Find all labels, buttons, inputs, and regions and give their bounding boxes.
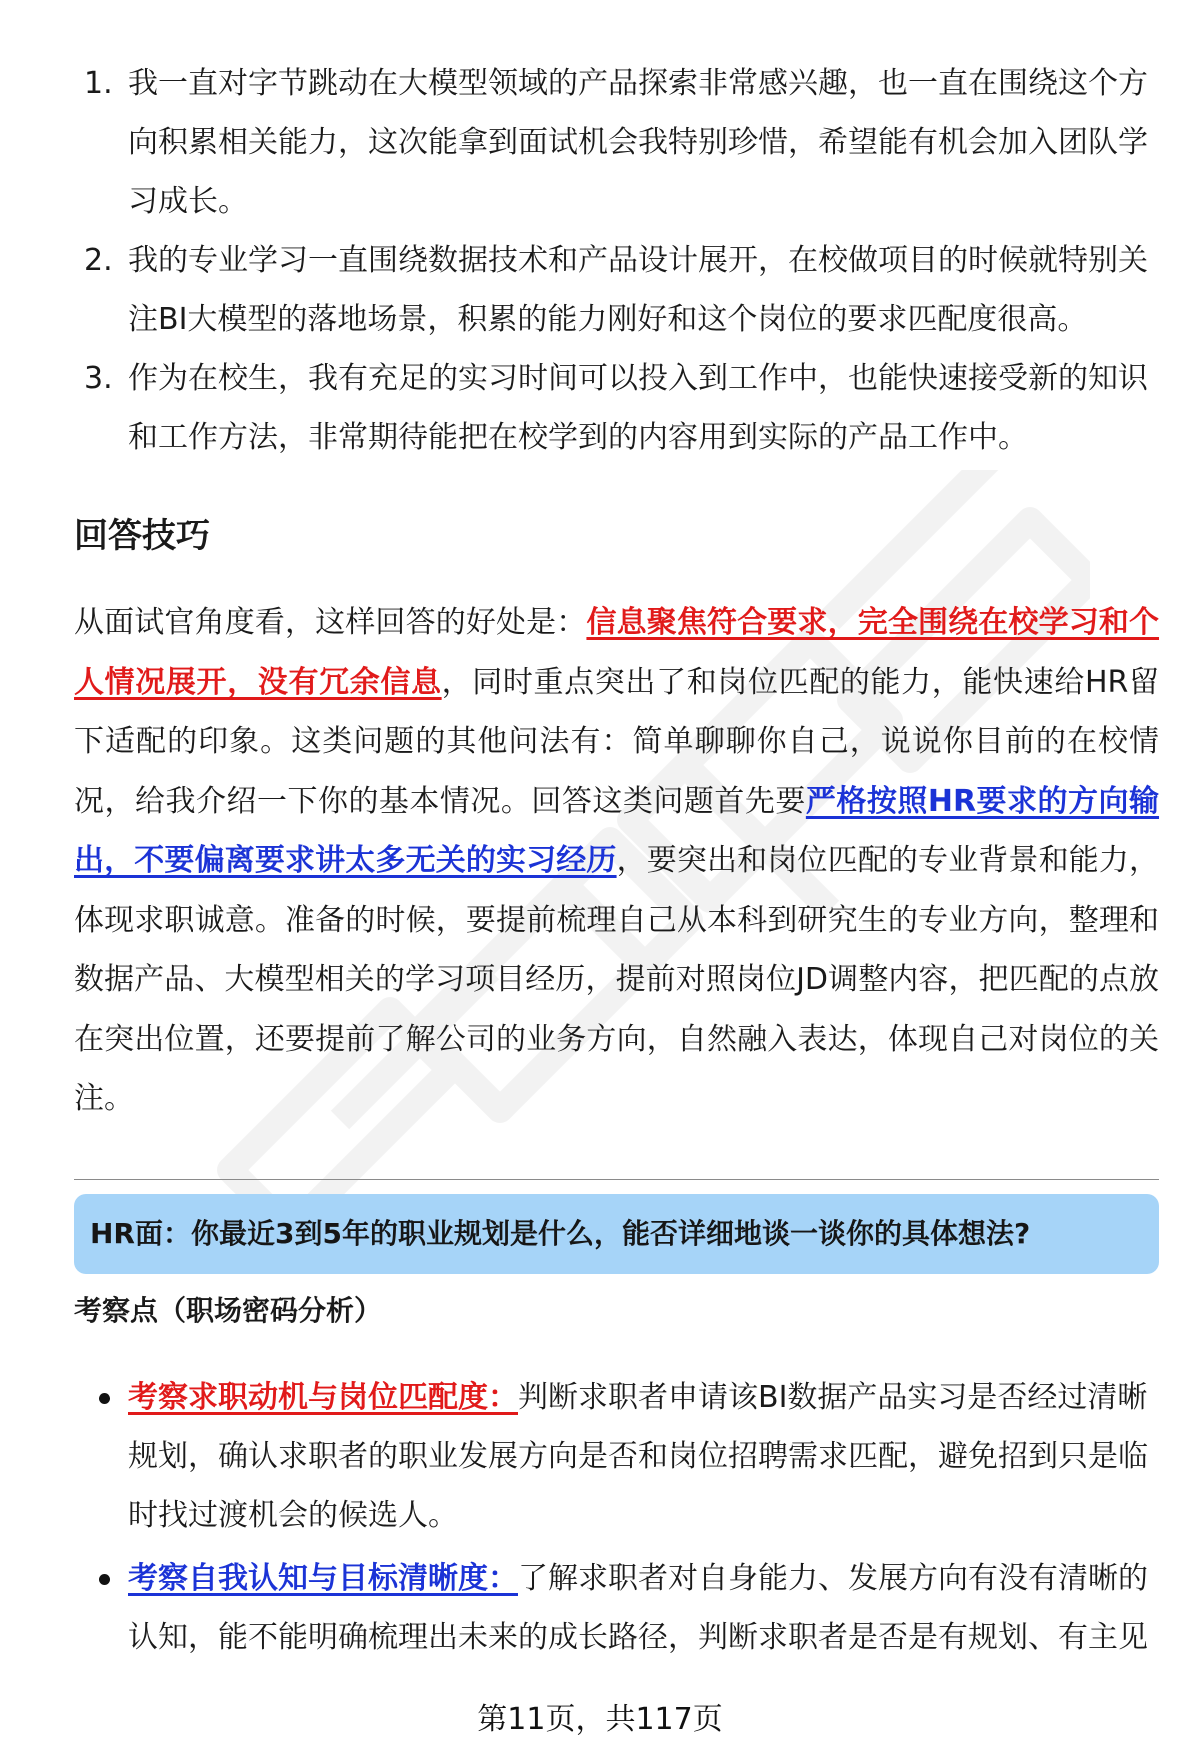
answer-list [74,54,1159,467]
tips-paragraph [74,593,1159,1129]
analysis-heading: 考察点（职场密码分析） [74,1293,383,1327]
answer-text: 作为在校生，我有充足的实习时间可以投入到工作中，也能快速接受新的知识和工作方法，非常期待能把在校学到的内容用到实际的产品工作中。 [128,361,1148,455]
answer-item-3 [74,349,1159,467]
list-number: 1. [84,66,113,101]
list-number: 3. [84,361,113,396]
bullet-icon [99,1393,110,1404]
tips-heading: 回答技巧 [74,516,210,556]
tips-text-1: 从面试官角度看，这样回答的好处是： [74,605,587,640]
analysis-points [74,1368,1159,1667]
document-page [74,54,1159,1671]
bullet-icon [99,1574,110,1585]
analysis-point-1 [74,1368,1159,1545]
question-box [74,1194,1159,1274]
section-divider [74,1179,1159,1180]
question-text: HR面：你最近3到5年的职业规划是什么，能否详细地谈一谈你的具体想法? [90,1216,1031,1250]
answer-text: 我一直对字节跳动在大模型领域的产品探索非常感兴趣，也一直在围绕这个方向积累相关能力，这次能拿到面试机会我特别珍惜，希望能有机会加入团队学习成长。 [128,66,1148,219]
point-label: 考察求职动机与岗位匹配度： [128,1379,518,1415]
answer-item-1 [74,54,1159,231]
point-text: 了解求职者对自身能力、发展方向有没有清晰的认知，能不能明确梳理出未来的成长路径，判断求职者是否是有规划、有主见 [128,1560,1148,1655]
answer-text: 我的专业学习一直围绕数据技术和产品设计展开，在校做项目的时候就特别关注BI大模型的落地场景，积累的能力刚好和这个岗位的要求匹配度很高。 [128,243,1148,337]
tips-highlight-blue: 严格按照HR要求的方向输出，不要偏离要求讲太多无关的实习经历 [74,783,1160,878]
answer-item-2 [74,231,1159,349]
analysis-point-2 [74,1549,1159,1667]
list-number: 2. [84,243,113,278]
point-text: 判断求职者申请该BI数据产品实习是否经过清晰规划，确认求职者的职业发展方向是否和岗位招聘需求匹配，避免招到只是临时找过渡机会的候选人。 [128,1379,1148,1533]
point-label: 考察自我认知与目标清晰度： [128,1560,518,1596]
tips-text-2: ，同时重点突出了和岗位匹配的能力，能快速给HR留下适配的印象。这类问题的其他问法有：简单聊聊你自己，说说你目前的在校情况，给我介绍一下你的基本情况。回答这类问题首先要 [74,664,1160,819]
tips-text-3: ，要突出和岗位匹配的专业背景和能力，体现求职诚意。准备的时候，要提前梳理自己从本科到研究生的专业方向，整理和数据产品、大模型相关的学习项目经历，提前对照岗位JD调整内容，把匹配的点放在突出位置，还要提前了解公司的业务方向，自然融入表达，体现自己对岗位的关注。 [74,843,1160,1116]
tips-highlight-red: 信息聚焦符合要求，完全围绕在校学习和个人情况展开，没有冗余信息 [74,605,1160,700]
page-number: 第11页，共117页 [477,1702,723,1737]
